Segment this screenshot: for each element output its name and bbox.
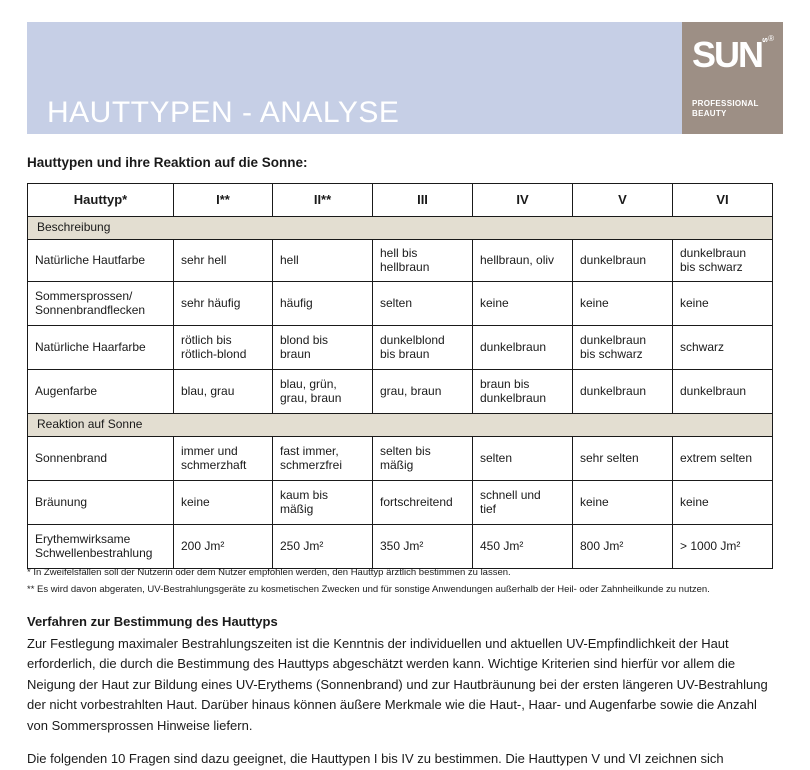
- column-header-v: V: [573, 184, 673, 217]
- table-cell: dunkelbraun bis schwarz: [573, 326, 673, 370]
- table-cell: 350 Jm²: [373, 525, 473, 569]
- table-cell: dunkelbraun bis schwarz: [673, 240, 773, 282]
- table-cell: hell bis hellbraun: [373, 240, 473, 282]
- table-row: [28, 481, 773, 525]
- table-cell: selten bis mäßig: [373, 437, 473, 481]
- table-footnotes: [27, 564, 787, 598]
- table-cell: > 1000 Jm²: [673, 525, 773, 569]
- table-cell: immer und schmerzhaft: [174, 437, 273, 481]
- table-cell: keine: [573, 282, 673, 326]
- column-header-vi: VI: [673, 184, 773, 217]
- table-cell: kaum bis mäßig: [273, 481, 373, 525]
- table-cell: keine: [174, 481, 273, 525]
- row-label: Natürliche Hautfarbe: [28, 240, 174, 282]
- column-header-i: I**: [174, 184, 273, 217]
- section-label-beschreibung: Beschreibung: [28, 217, 773, 240]
- page-title: HAUTTYPEN - ANALYSE: [47, 96, 400, 129]
- header-banner: [27, 22, 682, 134]
- table-cell: 200 Jm²: [174, 525, 273, 569]
- row-label: Augenfarbe: [28, 370, 174, 414]
- table-cell: häufig: [273, 282, 373, 326]
- table-cell: blond bis braun: [273, 326, 373, 370]
- table-cell: extrem selten: [673, 437, 773, 481]
- table-cell: braun bis dunkelbraun: [473, 370, 573, 414]
- row-label: Erythemwirksame Schwellenbestrahlung: [28, 525, 174, 569]
- registered-trademark-icon: ®: [768, 34, 774, 43]
- table-cell: blau, grau: [174, 370, 273, 414]
- table-cell: selten: [373, 282, 473, 326]
- footnote-double-asterisk: ** Es wird davon abgeraten, UV-Bestrahlungsgeräte zu kosmetischen Zwecken und für sonstige Anwendungen außerhalb der Heil- oder Zahnheilkunde zu nutzen.: [27, 584, 710, 595]
- table-cell: dunkelbraun: [673, 370, 773, 414]
- table-cell: grau, braun: [373, 370, 473, 414]
- intro-line: Hauttypen und ihre Reaktion auf die Sonne:: [27, 155, 308, 170]
- table-cell: 800 Jm²: [573, 525, 673, 569]
- table-cell: dunkelbraun: [573, 240, 673, 282]
- table-cell: blau, grün, grau, braun: [273, 370, 373, 414]
- skin-type-table-wrapper: [27, 183, 772, 569]
- table-row: [28, 282, 773, 326]
- table-cell: fast immer, schmerzfrei: [273, 437, 373, 481]
- column-header-iv: IV: [473, 184, 573, 217]
- logo-tagline: [692, 99, 759, 118]
- body-heading: Verfahren zur Bestimmung des Hauttyps: [27, 614, 278, 629]
- table-cell: 250 Jm²: [273, 525, 373, 569]
- table-row: [28, 240, 773, 282]
- body-paragraph-1: Zur Festlegung maximaler Bestrahlungszeiten ist die Kenntnis der individuellen und aktuellen UV-Empfindlichkeit der Haut erforderlich, die durch die Bestimmung des Hauttyps abgeschätzt werden kann. Wichtige Kriterien sind hierfür vor allem die Neigung der Haut zur Bildung eines UV-Erythems (Sonnenbrand) und zur Hautbräunung bei der ersten längeren UV-Bestrahlung der nicht vorbestrahlten Haut. Darüber hinaus können äußere Merkmale wie die Haut-, Haar- und Augenfarbe sowie die Anzahl von Sommersprossen Hinweise liefern.: [27, 635, 768, 733]
- document-header: [27, 22, 783, 134]
- table-cell: keine: [473, 282, 573, 326]
- logo-wordmark: SUN: [692, 34, 763, 75]
- table-row: [28, 370, 773, 414]
- table-cell: keine: [673, 481, 773, 525]
- table-cell: selten: [473, 437, 573, 481]
- row-label: Sonnenbrand: [28, 437, 174, 481]
- table-cell: rötlich bis rötlich-blond: [174, 326, 273, 370]
- table-cell: sehr hell: [174, 240, 273, 282]
- row-label: Natürliche Haarfarbe: [28, 326, 174, 370]
- column-header-iii: III: [373, 184, 473, 217]
- section-header-beschreibung: [28, 217, 773, 240]
- table-cell: 450 Jm²: [473, 525, 573, 569]
- table-row: [28, 525, 773, 569]
- table-cell: keine: [573, 481, 673, 525]
- table-cell: sehr selten: [573, 437, 673, 481]
- table-row: [28, 326, 773, 370]
- logo-tagline-line2: BEAUTY: [692, 108, 727, 118]
- row-label: Bräunung: [28, 481, 174, 525]
- table-cell: dunkelblond bis braun: [373, 326, 473, 370]
- table-cell: fortschreitend: [373, 481, 473, 525]
- body-section: [27, 612, 779, 770]
- table-cell: dunkelbraun: [573, 370, 673, 414]
- table-cell: dunkelbraun: [473, 326, 573, 370]
- body-paragraph-2: Die folgenden 10 Fragen sind dazu geeignet, die Hauttypen I bis IV zu bestimmen. Die Hauttypen V und VI zeichnen sich: [27, 751, 724, 766]
- table-cell: hellbraun, oliv: [473, 240, 573, 282]
- logo-superscript-s: s: [760, 37, 771, 43]
- table-cell: schwarz: [673, 326, 773, 370]
- logo-mark: [692, 35, 774, 81]
- column-header-hauttyp: Hauttyp*: [28, 184, 174, 217]
- footnote-single-asterisk: * In Zweifelsfällen soll der Nutzerin oder dem Nutzer empfohlen werden, den Hauttyp ärztlich bestimmen zu lassen.: [27, 567, 511, 578]
- table-cell: keine: [673, 282, 773, 326]
- table-cell: schnell und tief: [473, 481, 573, 525]
- brand-logo: [682, 22, 783, 134]
- table-cell: hell: [273, 240, 373, 282]
- table-row: [28, 437, 773, 481]
- table-cell: sehr häufig: [174, 282, 273, 326]
- row-label: Sommersprossen/ Sonnenbrandflecken: [28, 282, 174, 326]
- logo-tagline-line1: PROFESSIONAL: [692, 99, 759, 108]
- section-header-reaktion: [28, 414, 773, 437]
- skin-type-table: [27, 183, 773, 569]
- table-header-row: [28, 184, 773, 217]
- column-header-ii: II**: [273, 184, 373, 217]
- section-label-reaktion: Reaktion auf Sonne: [28, 414, 773, 437]
